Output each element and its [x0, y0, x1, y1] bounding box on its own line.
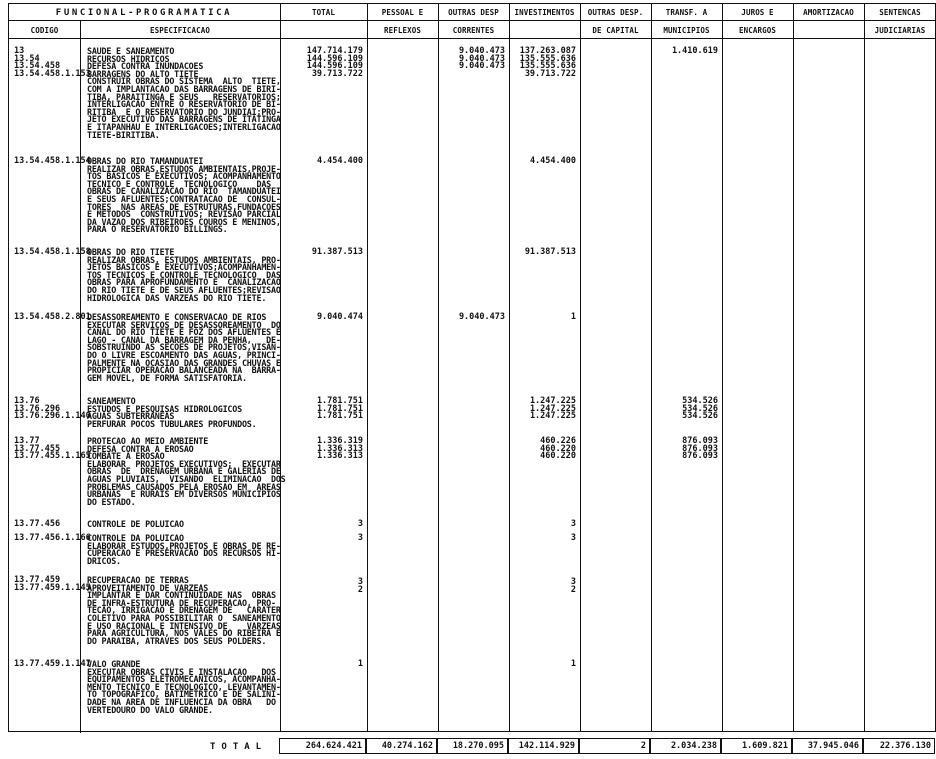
row-codes: 13.77.456.1.166	[14, 533, 91, 543]
column-divider	[438, 4, 439, 731]
row-investimentos: 1.247.225 1.247.225 1.247.225	[529, 396, 576, 422]
totals-outras-desp: 18.270.095	[437, 738, 508, 754]
header-outras-desp: OUTRAS DESP	[448, 8, 499, 17]
row-investimentos: 1	[570, 312, 576, 322]
row-total: 147.714.179 144.596.109 144.596.109 39.713.722	[306, 46, 363, 79]
totals-sentencas: 22.376.130	[863, 738, 935, 754]
row-codes: 13.54.458.1.158	[14, 247, 91, 257]
totals-juros: 1.609.821	[721, 738, 792, 754]
header-transf: TRANSF. A	[665, 8, 708, 17]
row-investimentos: 91.387.513	[524, 247, 576, 257]
header-outras-desp-2: CORRENTES	[452, 26, 495, 35]
row-investimentos: 3 2	[570, 577, 576, 595]
header-codigo: CODIGO	[30, 26, 59, 35]
row-outras-desp: 9.040.473 9.040.473 9.040.473	[458, 46, 505, 72]
row-codes: 13.77 13.77.455 13.77.455.1.165	[14, 436, 91, 462]
header-amortizacao: AMORTIZACAO	[803, 8, 854, 17]
row-total: 4.454.400	[316, 156, 363, 166]
header-juros: JUROS E	[741, 8, 774, 17]
row-specification: CONTROLE DE POLUICAO	[87, 519, 184, 529]
header-total: TOTAL	[311, 8, 336, 17]
row-specification: CONTROLE DA POLUICAO ELABORAR ESTUDOS,PROJETOS E OBRAS DE RE- CUPERACAO E PRESERVACAO DOS RECURSOS HI- DRICOS.	[87, 533, 281, 566]
row-investimentos: 3	[570, 519, 576, 529]
header-especificacao: ESPECIFICACAO	[150, 26, 210, 35]
column-divider	[80, 21, 81, 733]
row-total: 1.781.751 1.781.751 1.781.751	[316, 396, 363, 422]
row-specification: SANEAMENTO ESTUDOS E PESQUISAS HIDROLOGICOS AGUAS SUBTERRANEAS PERFURAR POCOS TUBULARES PROFUNDOS.	[87, 396, 257, 429]
header-investimentos: INVESTIMENTOS	[514, 8, 575, 17]
totals-label: TOTAL	[210, 742, 268, 752]
column-divider	[580, 4, 581, 731]
row-specification: OBRAS DO RIO TIETE REALIZAR OBRAS, ESTUDOS AMBIENTAIS, PRO- JETOS BASICOS E EXECUTIVOS;ACOMPANHAMEN- TOS TECNICOS E CONTROLE TECNOLOGICO DAS OBRAS PARA APROFUNDAMENTO E CANALIZACAO DO RIO TIETE E DE SEUS AFLUENTES;REVISAO HIDROLOGICA DAS VARZEAS DO RIO TIETE.	[87, 247, 281, 303]
totals-investimentos: 142.114.929	[508, 738, 579, 754]
row-specification: PROTECAO AO MEIO AMBIENTE DEFESA CONTRA A EROSAO COMBATE A EROSAO ELABORAR PROJETOS EXECUTIVOS; EXECUTAR OBRAS DE DRENAGEM URBANA E GALERIAS DE AGUAS PLUVIAIS, VISANDO ELIMINACAO DOS PROBLEMAS CAUSADOS PELA EROSAO EM AREAS URBANAS E RURAIS EM DIVERSOS MUNICIPIOS DO ESTADO.	[87, 436, 286, 507]
column-divider	[651, 4, 652, 731]
row-codes: 13.77.459 13.77.459.1.145	[14, 575, 91, 593]
row-total: 3 2	[357, 577, 363, 595]
header-funcional: FUNCIONAL-PROGRAMATICA	[55, 8, 233, 18]
header-outras-cap: OUTRAS DESP.	[587, 8, 644, 17]
budget-table	[8, 3, 936, 732]
column-divider	[367, 4, 368, 731]
row-total: 9.040.474	[316, 312, 363, 322]
totals-pessoal: 40.274.162	[366, 738, 437, 754]
header-sentencas-2: JUDICIARIAS	[874, 26, 926, 35]
row-total: 1	[357, 659, 363, 669]
column-divider	[793, 4, 794, 731]
header-transf-2: MUNICIPIOS	[663, 26, 710, 35]
row-investimentos: 460.226 460.220 460.220	[540, 436, 576, 462]
row-investimentos: 137.263.087 135.555.636 135.555.636 39.713.722	[519, 46, 576, 79]
row-total: 1.336.319 1.336.313 1.336.313	[316, 436, 363, 462]
row-outras-desp: 9.040.473	[458, 312, 505, 322]
row-codes: 13.54.458.2.801	[14, 312, 91, 322]
totals-amortizacao: 37.945.046	[792, 738, 863, 754]
row-codes: 13.77.459.1.147	[14, 659, 91, 669]
header-sentencas: SENTENCAS	[879, 8, 921, 17]
row-codes: 13.54.458.1.154	[14, 156, 91, 166]
row-investimentos: 3	[570, 533, 576, 543]
header-juros-2: ENCARGOS	[739, 26, 776, 35]
row-transf: 534.526 534.526 534.526	[682, 396, 718, 422]
header-outras-cap-2: DE CAPITAL	[592, 26, 639, 35]
row-specification: VALO GRANDE EXECUTAR OBRAS CIVIS E INSTALACAO DOS EQUIPAMENTOS ELETROMECANICOS, ACOMPANHA- MENTO TECNICO E TECNOLOGICO, LEVANTAMEN- TO TOPOGRAFICO, BATIMETRICO E DE SALINI- DADE NA AREA DE INFLUENCIA DA OBRA DO VERTEDOURO DO VALO GRANDE.	[87, 659, 281, 715]
row-investimentos: 1	[570, 659, 576, 669]
column-divider	[722, 4, 723, 731]
row-transf: 1.410.619	[671, 46, 718, 56]
row-transf: 876.093 876.093 876.093	[682, 436, 718, 462]
row-total: 3	[357, 533, 363, 543]
row-specification: OBRAS DO RIO TAMANDUATEI REALIZAR OBRAS,ESTUDOS AMBIENTAIS,PROJE- TOS BASICOS E EXECUTIVOS; ACOMPANHAMENTO TECNICO E CONTROLE TECNOLOGICO DAS OBRAS DE CANALIZACAO DO RIO TAMANDUATEI E SEUS AFLUENTES;CONTRATACAO DE CONSUL- TORES NAS AREAS DE ESTRUTURAS,FUNDACOES E METODOS CONSTRUTIVOS; REVISAO PARCIAL DA VAZAO DOS RIBEIROES COUROS E MENINOS, PARA O RESERVATORIO BILLINGS.	[87, 156, 281, 235]
column-divider	[509, 4, 510, 731]
row-codes: 13.77.456	[14, 519, 61, 529]
row-investimentos: 4.454.400	[529, 156, 576, 166]
totals-outras-cap: 2	[579, 738, 650, 754]
row-specification: RECUPERACAO DE TERRAS APROVEITAMENTO DE VARZEAS IMPLANTAR E DAR CONTINUIDADE NAS OBRAS DE INFRA-ESTRUTURA DE RECUPERACAO, PRO- TECAO, IRRIGACAO E DRENAGEM DE CARATER COLETIVO PARA POSSIBILITAR O SANEAMENTO E USO RACIONAL E INTENSIVO DE VARZEAS PARA AGRICULTURA, NOS VALES DO RIBEIRA E DO PARAIBA, ATRAVES DOS SEUS POLDERS.	[87, 575, 281, 646]
totals-transf: 2.034.238	[650, 738, 721, 754]
header-pessoal-2: REFLEXOS	[384, 26, 421, 35]
column-divider	[864, 4, 865, 731]
totals-total: 264.624.421	[279, 738, 366, 754]
row-total: 3	[357, 519, 363, 529]
row-codes: 13.76 13.76.296 13.76.296.1.140	[14, 396, 91, 422]
row-codes: 13 13.54 13.54.458 13.54.458.1.153	[14, 46, 91, 79]
header-pessoal: PESSOAL E	[381, 8, 424, 17]
row-total: 91.387.513	[311, 247, 363, 257]
row-specification: SAUDE E SANEAMENTO RECURSOS HIDRICOS DEFESA CONTRA INUNDACOES BARRAGENS DO ALTO TIETE CONSTRUIR OBRAS DO SISTEMA ALTO TIETE, COM A IMPLANTACAO DAS BARRAGENS DE BIRI- TIBA, PARAITINGA E SEUS RESERVATORIOS; INTERLIGACAO ENTRE O RESERVATORIO DE BI- RITIBA E O RESERVATORIO DO JUNDIAI;PRO- JETO EXECUTIVO DAS BARRAGENS DE ITATINGA E ITAPANHAU E INTERLIGACOES;INTERLIGACAO TIETE-BIRITIBA.	[87, 46, 281, 140]
row-specification: DESASSOREAMENTO E CONSERVACAO DE RIOS EXECUTAR SERVICOS DE DESASSOREAMENTO DO CANAL DO RIO TIETE E FOZ DOS AFLUENTES E LAGO - CANAL DA BARRAGEM DA PENHA, DE- SOBSTRUINDO AS SECOES DE PROJETOS,VISAN- DO O LIVRE ESCOAMENTO DAS AGUAS, PRINCI- PALMENTE NA OCASIAO DAS GRANDES CHUVAS E PROPICIAR OPERACAO BALANCEADA NA BARRA- GEM MOVEL, DE FORMA SATISFATORIA.	[87, 312, 281, 383]
